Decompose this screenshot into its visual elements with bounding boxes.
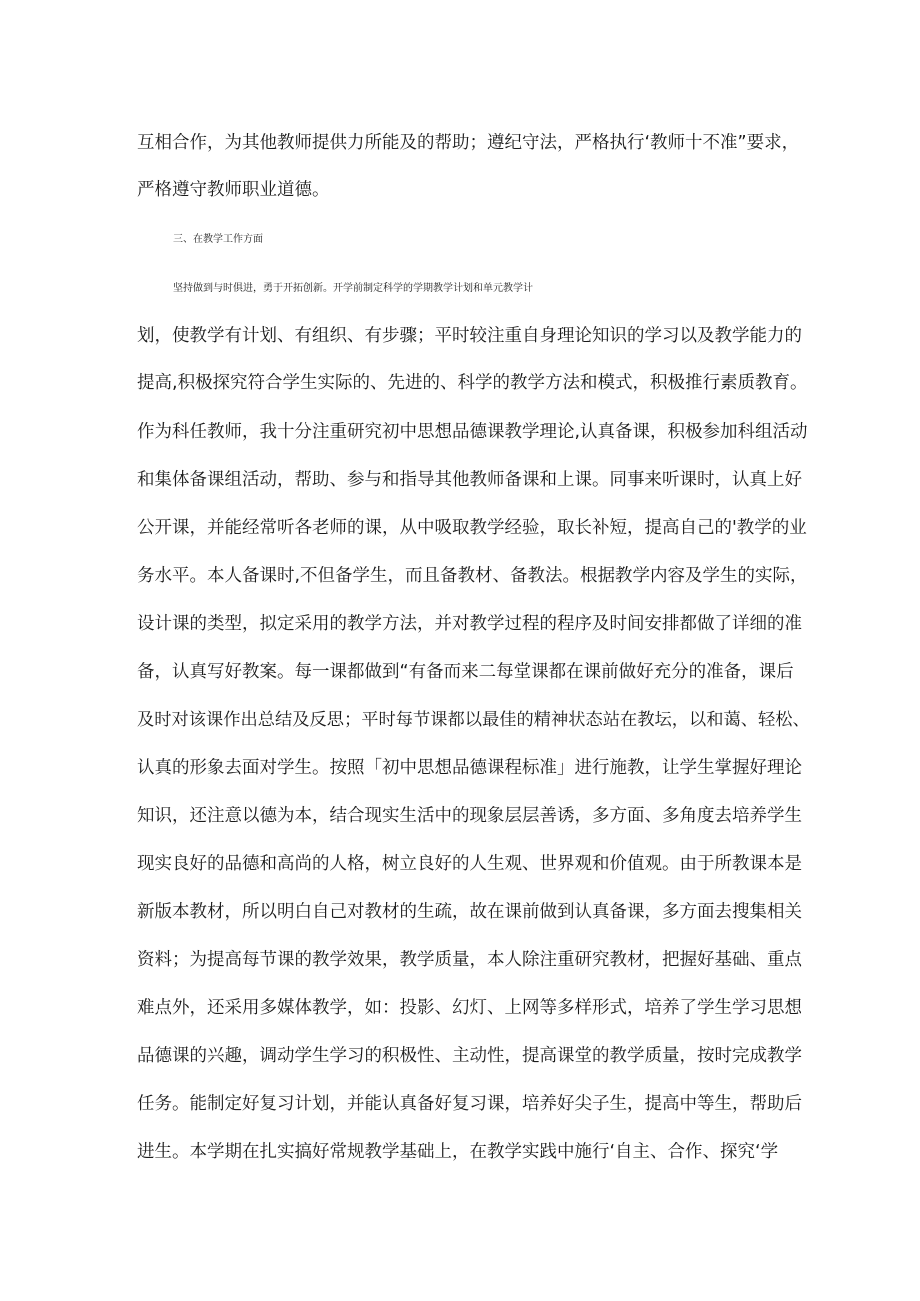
paragraph-first-line: 坚持做到与时俱进，勇于开拓创新。开学前制定科学的学期教学计划和单元教学计 — [173, 283, 533, 294]
text-line: 及时对该课作出总结及反思；平时每节课都以最佳的精神状态站在教坛，以和蔼、轻松、 — [137, 710, 810, 730]
text-line: 严格遵守教师职业道德。 — [137, 180, 330, 200]
text-line: 设计课的类型，拟定采用的教学方法，并对教学过程的程序及时间安排都做了详细的准 — [137, 614, 802, 634]
section-heading: 三、在教学工作方面 — [173, 234, 263, 245]
text-line: 划，使教学有计划、有组织、有步骤；平时较注重自身理论知识的学习以及教学能力的 — [137, 326, 802, 346]
text-line: 资料；为提高每节课的教学效果，教学质量，本人除注重研究教材，把握好基础、重点 — [137, 950, 802, 970]
text-line: 任务。能制定好复习计划，并能认真备好复习课，培养好尖子生，提高中等生，帮助后 — [137, 1094, 802, 1114]
text-line: 现实良好的品德和高尚的人格，树立良好的人生观、世界观和价值观。由于所教课本是 — [137, 854, 802, 874]
text-line: 难点外，还采用多媒体教学，如：投影、幻灯、上网等多样形式，培养了学生学习思想 — [137, 998, 802, 1018]
text-line: 备，认真写好教案。每一课都做到“有备而来二每堂课都在课前做好充分的准备，课后 — [137, 662, 794, 682]
text-line: 互相合作，为其他教师提供力所能及的帮助；遵纪守法，严格执行‘教师十不准”要求， — [137, 133, 800, 153]
text-line: 认真的形象去面对学生。按照「初中思想品德课程标准」进行施教，让学生掌握好理论 — [137, 758, 802, 778]
text-line: 作为科任教师，我十分注重研究初中思想品德课教学理论,认真备课，积极参加科组活动 — [137, 422, 808, 442]
text-line: 公开课，并能经常听各老师的课，从中吸取教学经验，取长补短，提高自己的'教学的业 — [137, 518, 807, 538]
text-line: 进生。本学期在扎实搞好常规教学基础上，在教学实践中施行‘自主、合作、探究‘学 — [137, 1142, 779, 1162]
text-line: 和集体备课组活动，帮助、参与和指导其他教师备课和上课。同事来听课时，认真上好 — [137, 470, 802, 490]
text-line: 提高,积极探究符合学生实际的、先进的、科学的教学方法和模式，积极推行素质教育。 — [137, 373, 808, 393]
text-line: 品德课的兴趣，调动学生学习的积极性、主动性，提高课堂的教学质量，按时完成教学 — [137, 1046, 802, 1066]
text-line: 新版本教材，所以明白自己对教材的生疏，故在课前做到认真备课，多方面去搜集相关 — [137, 902, 802, 922]
text-line: 知识，还注意以德为本，结合现实生活中的现象层层善诱，多方面、多角度去培养学生 — [137, 806, 802, 826]
text-line: 务水平。本人备课时,不但备学生，而且备教材、备教法。根据教学内容及学生的实际， — [137, 566, 808, 586]
